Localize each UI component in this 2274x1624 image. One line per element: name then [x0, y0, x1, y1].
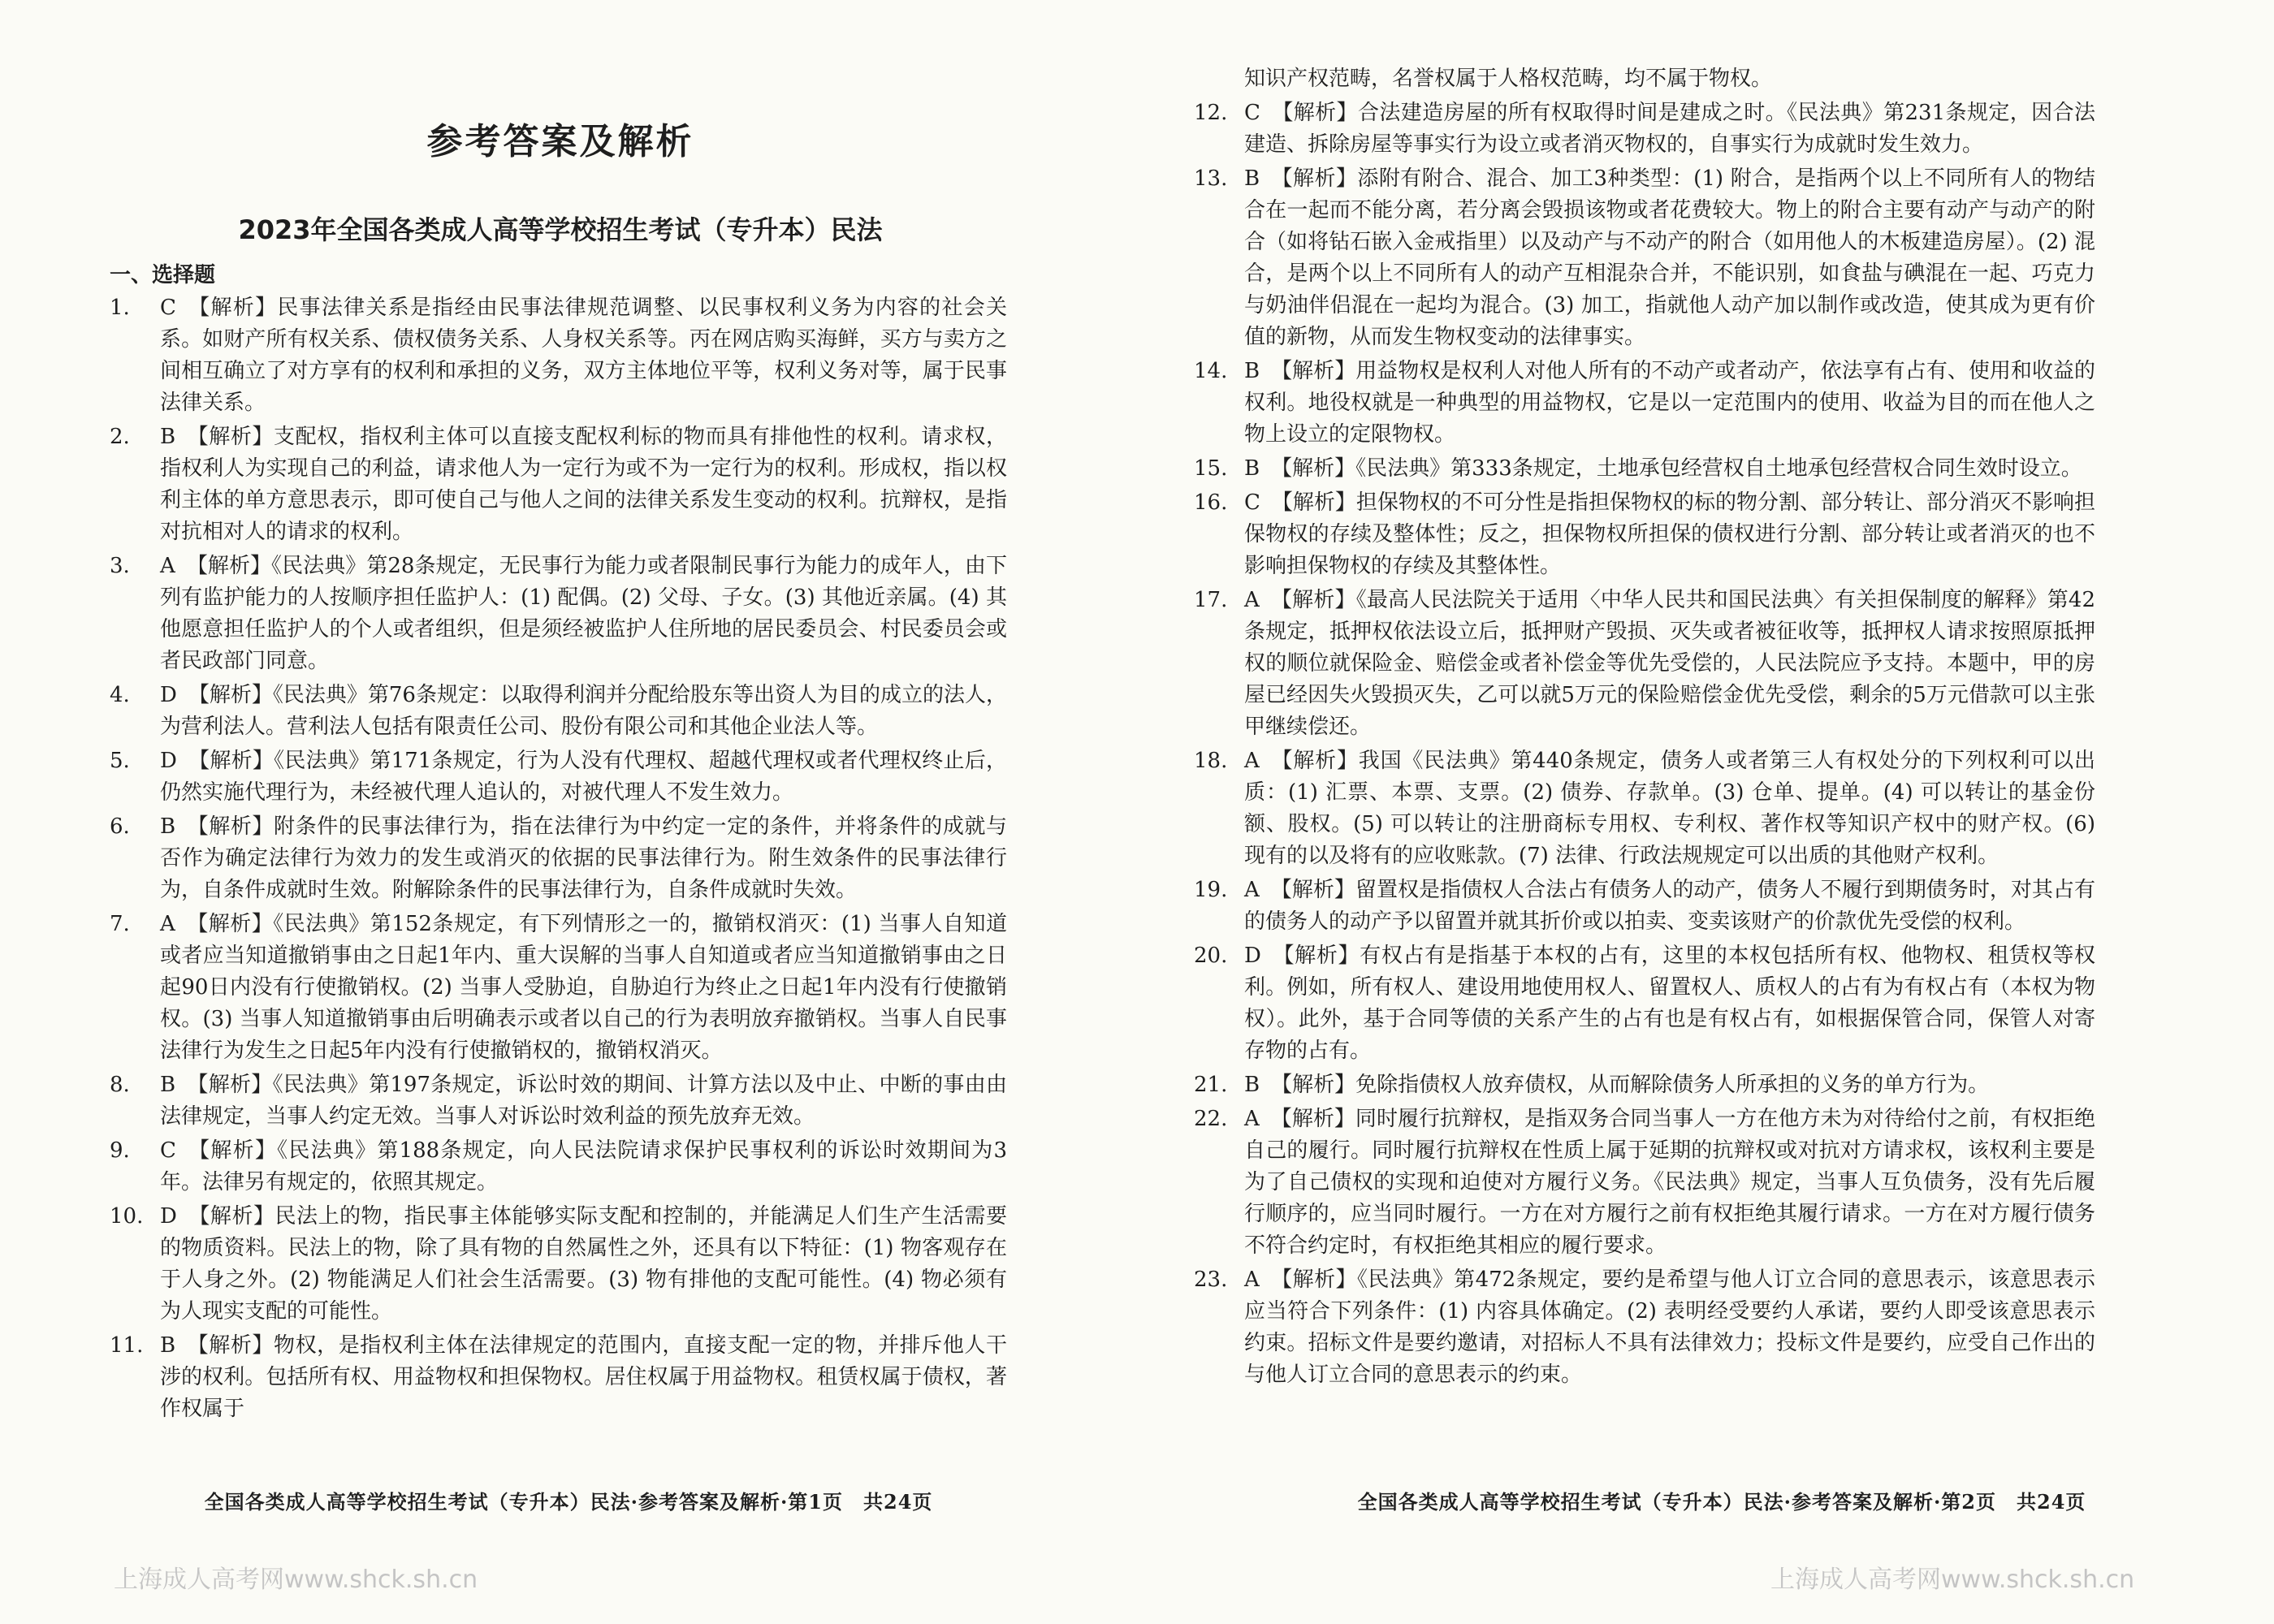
item-number: 2. [110, 425, 130, 449]
item-number: 5. [110, 749, 130, 773]
answer-letter: D [160, 1204, 177, 1229]
explanation-text: 【解析】同时履行抗辩权，是指双务合同当事人一方在他方未为对待给付之前，有权拒绝自己的履行。同时履行抗辩权在性质上属于延期的抗辩权或对抗对方请求权，该权利主要是为了自己债权的实现和迫使对方履行义务。《民法典》规定，当事人互负债务，没有先后履行顺序的，应当同时履行。一方在对方履行之前有权拒绝其履行请求。一方在对方履行债务不符合约定时，有权拒绝其相应的履行要求。 [1244, 1107, 2095, 1258]
answer-letter: C [160, 1138, 176, 1163]
answer-letter: C [160, 296, 176, 320]
answer-letter: B [160, 1073, 176, 1097]
left-answer-list [110, 292, 1007, 1427]
item-number: 4. [110, 683, 130, 707]
item-number: 1. [110, 296, 130, 320]
item-number: 19. [1194, 878, 1228, 902]
explanation-text: 【解析】民法上的物，指民事主体能够实际支配和控制的，并能满足人们生产生活需要的物质资料。民法上的物，除了具有物的自然属性之外，还具有以下特征：(1) 物客观存在于人身之外。(2) 物能满足人们社会生活需要。(3) 物有排他的支配可能性。(4) 物必须有为人现实支配的可能性。 [160, 1204, 1007, 1324]
explanation-text: 【解析】《民法典》第171条规定，行为人没有代理权、超越代理权或者代理权终止后，仍然实施代理行为，未经被代理人追认的，对被代理人不发生效力。 [160, 749, 1007, 805]
explanation-text: 【解析】《民法典》第188条规定，向人民法院请求保护民事权利的诉讼时效期间为3年。法律另有规定的，依照其规定。 [160, 1138, 1007, 1194]
answer-letter: B [1244, 166, 1260, 191]
item-number: 3. [110, 554, 130, 578]
item-number: 11. [110, 1333, 144, 1358]
answer-item [110, 909, 1007, 1067]
answer-item [110, 680, 1007, 743]
item-number: 12. [1194, 101, 1228, 125]
page-footer: 全国各类成人高等学校招生考试（专升本）民法·参考答案及解析·第2页 共24页 [1357, 1490, 2086, 1514]
item-number: 14. [1194, 359, 1228, 383]
explanation-text: 【解析】支配权，指权利主体可以直接支配权利标的物而具有排他性的权利。请求权，指权利人为实现自己的利益，请求他人为一定行为或不为一定行为的权利。形成权，指以权利主体的单方意思表示，即可使自己与他人之间的法律关系发生变动的权利。抗辩权，是指对抗相对人的请求的权利。 [160, 425, 1007, 544]
answer-item [110, 1330, 1007, 1425]
answer-item [1194, 940, 2095, 1067]
explanation-text: 【解析】附条件的民事法律行为，指在法律行为中约定一定的条件，并将条件的成就与否作为确定法律行为效力的发生或消灭的依据的民事法律行为。附生效条件的民事法律行为，自条件成就时生效。附解除条件的民事法律行为，自条件成就时失效。 [160, 814, 1007, 902]
answer-item [110, 421, 1007, 548]
answer-letter: B [1244, 359, 1260, 383]
answer-letter: A [1244, 588, 1260, 612]
document-title: 参考答案及解析 [426, 121, 694, 162]
answer-letter: D [160, 683, 177, 707]
explanation-text: 【解析】物权，是指权利主体在法律规定的范围内，直接支配一定的物，并排斥他人干涉的权利。包括所有权、用益物权和担保物权。居住权属于用益物权。租赁权属于债权，著作权属于 [160, 1333, 1007, 1421]
item-number: 10. [110, 1204, 144, 1229]
answer-item [1194, 745, 2095, 872]
explanation-text: 【解析】《最高人民法院关于适用〈中华人民共和国民法典〉有关担保制度的解释》第42条规定，抵押权依法设立后，抵押财产毁损、灭失或者被征收等，抵押权人请求按照原抵押权的顺位就保险金、赔偿金或者补偿金等优先受偿的，人民法院应予支持。本题中，甲的房屋已经因失火毁损灭失，乙可以就5万元的保险赔偿金优先受偿，剩余的5万元借款可以主张甲继续偿还。 [1244, 588, 2095, 739]
answer-letter: B [160, 425, 176, 449]
item-number: 15. [1194, 456, 1228, 481]
explanation-text: 【解析】留置权是指债权人合法占有债务人的动产，债务人不履行到期债务时，对其占有的债务人的动产予以留置并就其折价或以拍卖、变卖该财产的价款优先受偿的权利。 [1244, 878, 2095, 934]
answer-item [1194, 585, 2095, 743]
item-number: 6. [110, 814, 130, 839]
item-number: 18. [1194, 749, 1228, 773]
answer-item [110, 1135, 1007, 1199]
answer-letter: A [1244, 1107, 1260, 1131]
explanation-text: 【解析】《民法典》第28条规定，无民事行为能力或者限制民事行为能力的成年人，由下列有监护能力的人按顺序担任监护人：(1) 配偶。(2) 父母、子女。(3) 其他近亲属。(4) 其他愿意担任监护人的个人或者组织，但是须经被监护人住所地的居民委员会、村民委员会或者民政部门同意。 [160, 554, 1007, 673]
answer-item [1194, 1104, 2095, 1262]
explanation-text: 【解析】民事法律关系是指经由民事法律规范调整、以民事权利义务为内容的社会关系。如财产所有权关系、债权债务关系、人身权关系等。丙在网店购买海鲜，买方与卖方之间相互确立了对方享有的权利和承担的义务，双方主体地位平等，权利义务对等，属于民事法律关系。 [160, 296, 1007, 415]
explanation-text: 【解析】《民法典》第197条规定，诉讼时效的期间、计算方法以及中止、中断的事由由法律规定，当事人约定无效。当事人对诉讼时效利益的预先放弃无效。 [160, 1073, 1007, 1129]
answer-letter: A [1244, 1268, 1260, 1292]
answer-letter: B [1244, 1073, 1260, 1097]
answer-letter: A [1244, 878, 1260, 902]
right-page [1137, 0, 2274, 1624]
explanation-text: 【解析】《民法典》第152条规定，有下列情形之一的，撤销权消灭：(1) 当事人自知道或者应当知道撤销事由之日起1年内、重大误解的当事人自知道或者应当知道撤销事由之日起90日内没有行使撤销权。(2) 当事人受胁迫，自胁迫行为终止之日起1年内没有行使撤销权。(3) 当事人知道撤销事由后明确表示或者以自己的行为表明放弃撤销权。当事人自民事法律行为发生之日起5年内没有行使撤销权的，撤销权消灭。 [160, 912, 1007, 1063]
answer-item [110, 1069, 1007, 1133]
answer-letter: D [1244, 944, 1261, 968]
item-number: 9. [110, 1138, 130, 1163]
explanation-text: 【解析】添附有附合、混合、加工3种类型：(1) 附合，是指两个以上不同所有人的物结合在一起而不能分离，若分离会毁损该物或者花费较大。物上的附合主要有动产与动产的附合（如将钻石嵌入金戒指里）以及动产与不动产的附合（如用他人的木板建造房屋）。(2) 混合，是两个以上不同所有人的动产互相混杂合并，不能识别，如食盐与碘混在一起、巧克力与奶油伴侣混在一起均为混合。(3) 加工，指就他人动产加以制作或改造，使其成为更有价值的新物，从而发生物权变动的法律事实。 [1244, 166, 2095, 349]
answer-item [110, 1201, 1007, 1328]
answer-letter: A [1244, 749, 1260, 773]
item-number: 7. [110, 912, 130, 936]
watermark: 上海成人高考网www.shck.sh.cn [114, 1566, 478, 1594]
answer-item [1194, 875, 2095, 938]
explanation-text: 【解析】有权占有是指基于本权的占有，这里的本权包括所有权、他物权、租赁权等权利。例如，所有权人、建设用地使用权人、留置权人、质权人的占有为有权占有（本权为物权）。此外，基于合同等债的关系产生的占有也是有权占有，如根据保管合同，保管人对寄存物的占有。 [1244, 944, 2095, 1063]
answer-item [1194, 1264, 2095, 1391]
right-answer-list [1194, 63, 2095, 1393]
answer-item [110, 745, 1007, 809]
answer-letter: A [160, 912, 175, 936]
explanation-text: 【解析】用益物权是权利人对他人所有的不动产或者动产，依法享有占有、使用和收益的权利。地役权就是一种典型的用益物权，它是以一定范围内的使用、收益为目的而在他人之物上设立的定限物权。 [1244, 359, 2095, 447]
explanation-text: 【解析】《民法典》第76条规定：以取得利润并分配给股东等出资人为目的成立的法人，为营利法人。营利法人包括有限责任公司、股份有限公司和其他企业法人等。 [160, 683, 1007, 739]
item-number: 8. [110, 1073, 130, 1097]
item-number: 20. [1194, 944, 1228, 968]
item-number: 17. [1194, 588, 1228, 612]
answer-letter: C [1244, 101, 1260, 125]
continued-text: 知识产权范畴，名誉权属于人格权范畴，均不属于物权。 [1244, 67, 1773, 91]
section-heading: 一、选择题 [110, 263, 216, 287]
explanation-text: 【解析】我国《民法典》第440条规定，债务人或者第三人有权处分的下列权利可以出质：(1) 汇票、本票、支票。(2) 债券、存款单。(3) 仓单、提单。(4) 可以转让的基金份额、股权。(5) 可以转让的注册商标专用权、专利权、著作权等知识产权中的财产权。(6) 现有的以及将有的应收账款。(7) 法律、行政法规规定可以出质的其他财产权利。 [1244, 749, 2095, 868]
explanation-text: 【解析】《民法典》第333条规定，土地承包经营权自土地承包经营权合同生效时设立。 [1271, 456, 2082, 481]
explanation-text: 【解析】免除指债权人放弃债权，从而解除债务人所承担的义务的单方行为。 [1271, 1073, 1990, 1097]
answer-item [1194, 453, 2095, 485]
explanation-text: 【解析】《民法典》第472条规定，要约是希望与他人订立合同的意思表示，该意思表示应当符合下列条件：(1) 内容具体确定。(2) 表明经受要约人承诺，要约人即受该意思表示约束。招标文件是要约邀请，对招标人不具有法律效力；投标文件是要约，应受自己作出的与他人订立合同的意思表示的约束。 [1244, 1268, 2095, 1387]
explanation-text: 【解析】合法建造房屋的所有权取得时间是建成之时。《民法典》第231条规定，因合法建造、拆除房屋等事实行为设立或者消灭物权的，自事实行为成就时发生效力。 [1244, 101, 2095, 157]
answer-item [1194, 1069, 2095, 1101]
answer-item [1194, 356, 2095, 451]
answer-item [1194, 487, 2095, 582]
page-footer: 全国各类成人高等学校招生考试（专升本）民法·参考答案及解析·第1页 共24页 [204, 1490, 933, 1514]
exam-subtitle: 2023年全国各类成人高等学校招生考试（专升本）民法 [238, 214, 883, 245]
answer-letter: B [160, 1333, 176, 1358]
answer-item [1194, 163, 2095, 353]
answer-item [110, 292, 1007, 419]
answer-letter: B [1244, 456, 1260, 481]
item-number: 23. [1194, 1268, 1228, 1292]
answer-item [110, 551, 1007, 677]
answer-letter: A [160, 554, 175, 578]
answer-item [1194, 97, 2095, 161]
watermark: 上海成人高考网www.shck.sh.cn [1770, 1566, 2135, 1594]
item-number: 21. [1194, 1073, 1228, 1097]
answer-letter: D [160, 749, 177, 773]
answer-letter: B [160, 814, 176, 839]
item-number: 13. [1194, 166, 1228, 191]
explanation-text: 【解析】担保物权的不可分性是指担保物权的标的物分割、部分转让、部分消灭不影响担保物权的存续及整体性；反之，担保物权所担保的债权进行分割、部分转让或者消灭的也不影响担保物权的存续及其整体性。 [1244, 490, 2095, 578]
item-number: 22. [1194, 1107, 1228, 1131]
answer-item [110, 811, 1007, 906]
item-number: 16. [1194, 490, 1228, 515]
answer-letter: C [1244, 490, 1260, 515]
